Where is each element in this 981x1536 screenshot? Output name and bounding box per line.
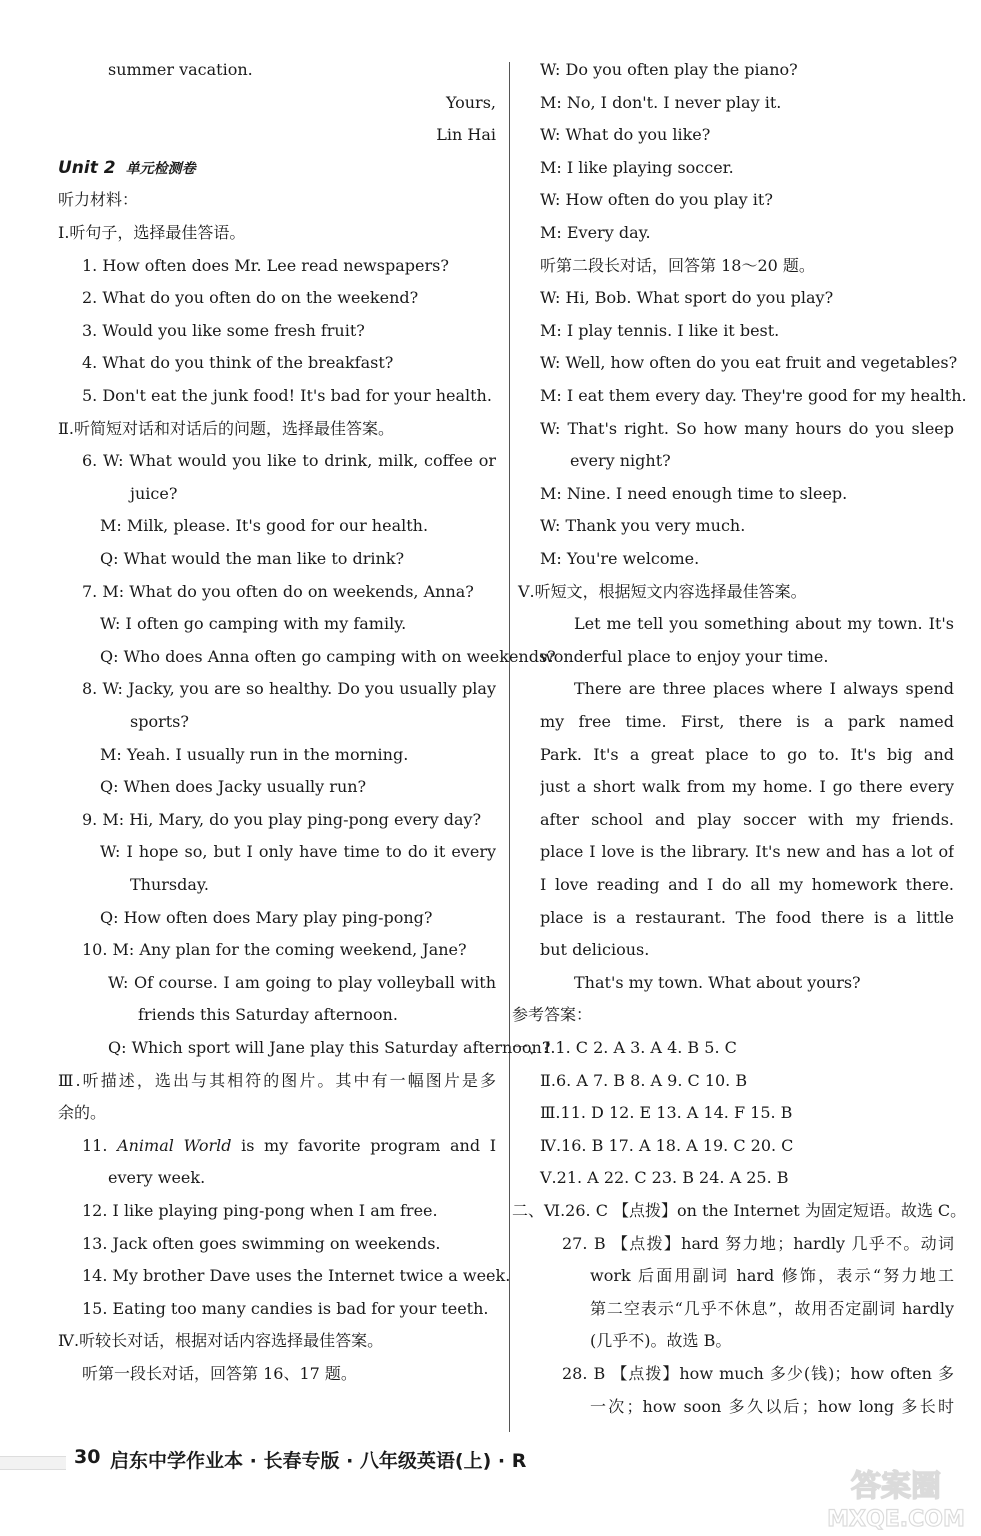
- left-line: 4. What do you think of the breakfast?: [82, 353, 394, 373]
- unit-title: Unit 2: [58, 157, 116, 178]
- right-line: Ⅲ.11. D 12. E 13. A 14. F 15. B: [540, 1103, 793, 1123]
- right-line: but delicious.: [540, 940, 650, 960]
- left-line: sports?: [130, 712, 189, 731]
- right-line: Ⅴ.21. A 22. C 23. B 24. A 25. B: [540, 1168, 789, 1188]
- left-line: Q: What would the man like to drink?: [100, 549, 405, 568]
- right-line: my free time. First, there is a park named: [540, 712, 954, 731]
- left-line: 2. What do you often do on the weekend?: [82, 288, 419, 308]
- left-line: 9. M: Hi, Mary, do you play ping-pong every day?: [82, 809, 482, 829]
- right-line: 28. B 【点拨】how much 多少(钱)；how often 多: [562, 1364, 954, 1383]
- left-line: Q: Who does Anna often go camping with on weekends?: [100, 646, 556, 666]
- left-line: 14. My brother Dave uses the Internet twice a week.: [82, 1266, 511, 1286]
- left-line: every week.: [108, 1168, 206, 1188]
- left-line: 12. I like playing ping-pong when I am free.: [82, 1201, 438, 1220]
- left-line: 听第一段长对话，回答第 16、17 题。: [82, 1364, 357, 1383]
- left-line: W: I often go camping with my family.: [100, 614, 407, 634]
- book-title: 启东中学作业本 · 长春专版 · 八年级英语(上) · R: [110, 1450, 527, 1472]
- left-line: juice?: [130, 483, 178, 503]
- footer-bar: [0, 1456, 66, 1470]
- left-line: M: Yeah. I usually run in the morning.: [100, 744, 409, 764]
- right-line: every night?: [570, 451, 671, 471]
- right-line: wonderful place to enjoy your time.: [540, 646, 829, 666]
- left-line: W: I hope so, but I only have time to do it every: [100, 842, 496, 862]
- left-line: W: Of course. I am going to play volleyball with: [108, 972, 496, 992]
- unit-subtitle: 单元检测卷: [125, 160, 196, 177]
- right-line: work 后面用副词 hard 修饰，表示“努力地工: [590, 1266, 954, 1286]
- right-line: M: Nine. I need enough time to sleep.: [540, 483, 848, 503]
- right-line: 第二空表示“几乎不休息”，故用否定副词 hardly: [590, 1298, 954, 1318]
- left-line: 13. Jack often goes swimming on weekends.: [82, 1233, 441, 1253]
- right-line: Ⅳ.16. B 17. A 18. A 19. C 20. C: [540, 1135, 794, 1155]
- left-line: 1. How often does Mr. Lee read newspapers?: [82, 255, 449, 275]
- left-line: Ⅳ.听较长对话，根据对话内容选择最佳答案。: [58, 1331, 384, 1351]
- left-line: Q: When does Jacky usually run?: [100, 777, 367, 797]
- left-line: 8. W: Jacky, you are so healthy. Do you usually play: [82, 679, 496, 699]
- left-line: 15. Eating too many candies is bad for your teeth.: [82, 1298, 489, 1318]
- left-line: 6. W: What would you like to drink, milk, coffee or: [82, 451, 496, 471]
- unit-heading: [58, 156, 196, 180]
- right-line: 一次；how soon 多久以后；how long 多长时: [590, 1396, 954, 1416]
- left-line: Ⅱ.听简短对话和对话后的问题，选择最佳答案。: [58, 418, 394, 438]
- right-line: place is a restaurant. The food there is a little: [540, 907, 954, 927]
- right-line: after school and play soccer with my friends.: [540, 809, 954, 829]
- left-line: friends this Saturday afternoon.: [138, 1005, 398, 1025]
- left-line: 听力材料：: [58, 190, 139, 210]
- right-line: W: Thank you very much.: [540, 516, 746, 536]
- right-line: Ⅴ.听短文，根据短文内容选择最佳答案。: [518, 581, 807, 601]
- right-line: M: You're welcome.: [540, 549, 700, 568]
- right-line: That's my town. What about yours?: [574, 972, 861, 992]
- left-line: 7. M: What do you often do on weekends, Anna?: [82, 581, 474, 601]
- right-line: 27. B 【点拨】hard 努力地；hardly 几乎不。动词: [562, 1233, 954, 1253]
- right-line: place I love is the library. It's new and has a lot of: [540, 842, 954, 862]
- left-line: Ⅰ.听句子，选择最佳答语。: [58, 223, 246, 242]
- right-line: just a short walk from my home. I go there every: [540, 777, 954, 797]
- left-line: 3. Would you like some fresh fruit?: [82, 320, 365, 340]
- left-line: Q: How often does Mary play ping-pong?: [100, 907, 433, 927]
- right-line: W: Hi, Bob. What sport do you play?: [540, 288, 834, 308]
- left-line: 余的。: [58, 1103, 107, 1123]
- right-line: Park. It's a great place to go to. It's big and: [540, 744, 954, 764]
- right-line: W: Well, how often do you eat fruit and vegetables?: [540, 353, 958, 373]
- watermark-text-2: MXQE.COM: [827, 1507, 965, 1532]
- right-line: 一、Ⅰ.1. C 2. A 3. A 4. B 5. C: [512, 1038, 737, 1057]
- left-line: Q: Which sport will Jane play this Saturday afternoon?: [108, 1038, 551, 1057]
- right-line: M: Every day.: [540, 223, 651, 242]
- left-line: Lin Hai: [436, 125, 496, 145]
- right-line: M: I eat them every day. They're good for my health.: [540, 386, 967, 405]
- right-line: M: I like playing soccer.: [540, 157, 734, 177]
- right-line: W: What do you like?: [540, 125, 711, 145]
- left-line: Thursday.: [130, 875, 209, 894]
- left-line: Yours,: [445, 92, 496, 112]
- left-line: M: Milk, please. It's good for our health.: [100, 516, 429, 536]
- left-line: summer vacation.: [108, 60, 253, 79]
- right-line: M: No, I don't. I never play it.: [540, 92, 782, 112]
- right-line: Let me tell you something about my town. It's: [574, 614, 954, 634]
- page-number: 30: [74, 1446, 101, 1468]
- left-line: Ⅲ.听描述，选出与其相符的图片。其中有一幅图片是多: [58, 1070, 496, 1090]
- column-divider: [509, 62, 510, 1432]
- left-line: 11. Animal World is my favorite program and I: [82, 1135, 496, 1155]
- right-line: There are three places where I always spend: [574, 679, 954, 699]
- right-line: W: That's right. So how many hours do you sleep: [540, 418, 954, 438]
- right-line: Ⅱ.6. A 7. B 8. A 9. C 10. B: [540, 1070, 748, 1090]
- left-line: 5. Don't eat the junk food! It's bad for your health.: [82, 386, 492, 405]
- right-line: W: How often do you play it?: [540, 190, 773, 210]
- right-line: 听第二段长对话，回答第 18～20 题。: [540, 255, 815, 275]
- right-line: (几乎不)。故选 B。: [590, 1331, 732, 1351]
- watermark-logo: [821, 1460, 971, 1534]
- right-line: W: Do you often play the piano?: [540, 60, 798, 79]
- right-line: 参考答案：: [512, 1005, 593, 1025]
- right-line: M: I play tennis. I like it best.: [540, 320, 780, 340]
- right-line: I love reading and I do all my homework there.: [540, 875, 954, 894]
- watermark-text-1: 答案圈: [851, 1469, 941, 1504]
- right-line: 二、Ⅵ.26. C 【点拨】on the Internet 为固定短语。故选 C。: [512, 1201, 967, 1220]
- left-line: 10. M: Any plan for the coming weekend, Jane?: [82, 940, 467, 960]
